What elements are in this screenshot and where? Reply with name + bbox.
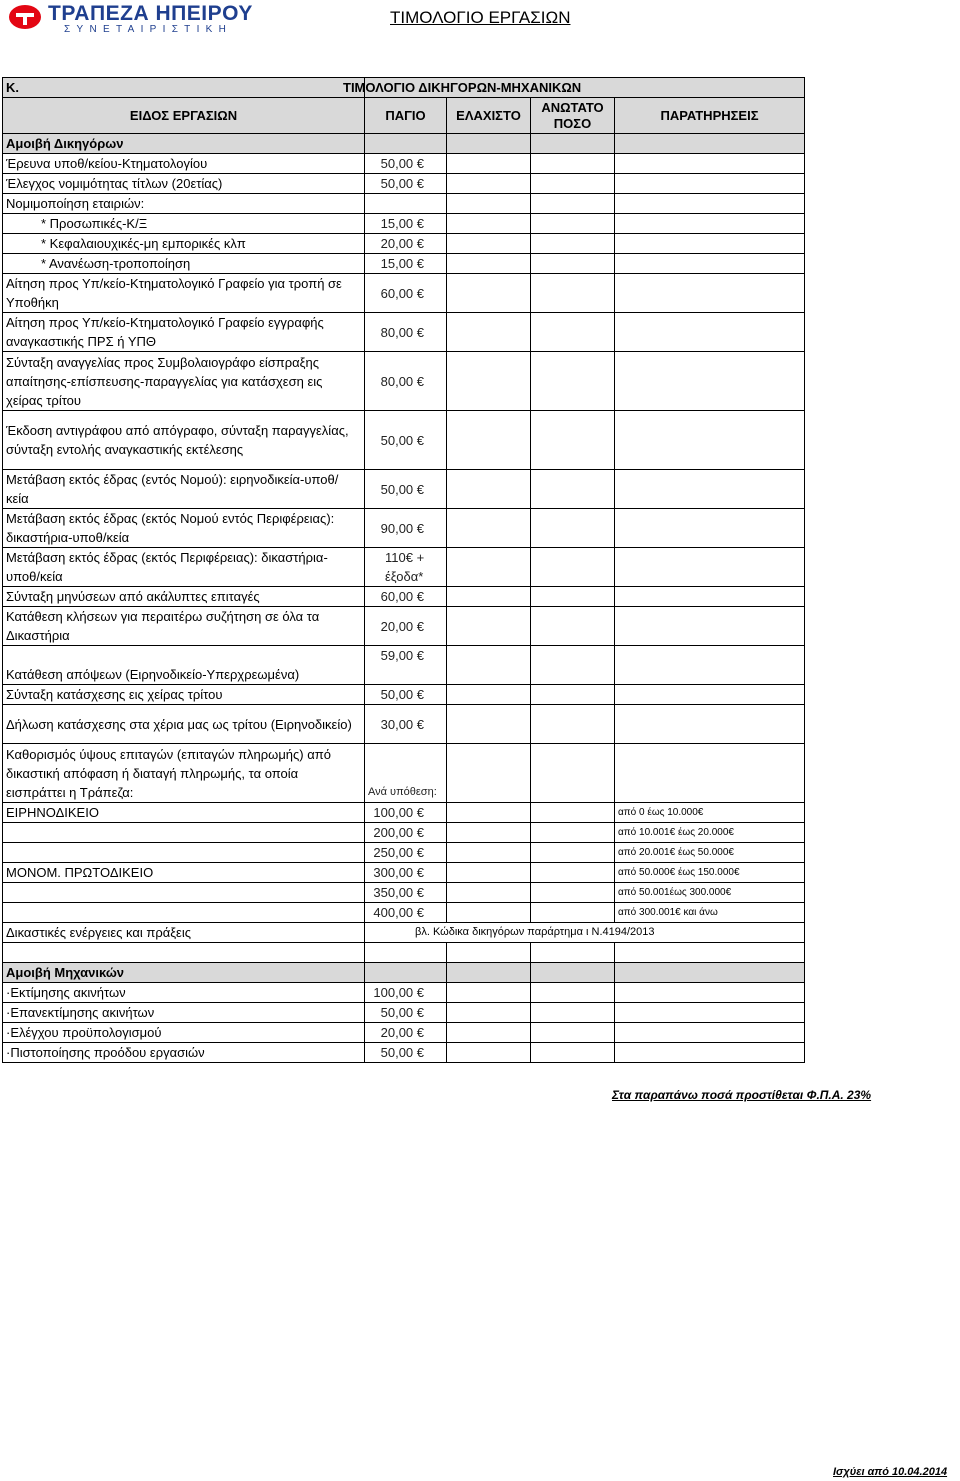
court-rows bbox=[3, 803, 805, 923]
table-row bbox=[3, 705, 805, 744]
empty-cell bbox=[531, 254, 615, 274]
empty-cell bbox=[531, 214, 615, 234]
empty-cell bbox=[531, 411, 615, 470]
engineer-label: ·Πιστοποίησης προόδου εργασιών bbox=[3, 1043, 365, 1063]
row-label: Σύνταξη κατάσχεσης εις χείρας τρίτου bbox=[3, 685, 365, 705]
row-fixed-fee: 59,00 € bbox=[365, 646, 447, 685]
empty-cell bbox=[447, 313, 531, 352]
court-row bbox=[3, 903, 805, 923]
row-label: Μετάβαση εκτός έδρας (εντός Νομού): ειρηνοδικεία-υποθ/κεία bbox=[3, 470, 365, 509]
empty-cell bbox=[615, 154, 805, 174]
empty-cell bbox=[615, 214, 805, 234]
empty-cell bbox=[615, 705, 805, 744]
empty-cell bbox=[615, 983, 805, 1003]
empty-cell bbox=[447, 863, 531, 883]
empty-cell bbox=[531, 274, 615, 313]
empty-cell bbox=[531, 174, 615, 194]
table-row bbox=[3, 548, 805, 587]
empty-cell bbox=[447, 843, 531, 863]
empty-cell bbox=[615, 254, 805, 274]
empty-cell bbox=[531, 194, 615, 214]
empty-cell bbox=[447, 823, 531, 843]
table-row bbox=[3, 274, 805, 313]
engineer-label: ·Ελέγχου προϋπολογισμού bbox=[3, 1023, 365, 1043]
engineers-title: Αμοιβή Μηχανικών bbox=[3, 963, 365, 983]
engineer-row bbox=[3, 1003, 805, 1023]
logo-icon bbox=[8, 4, 42, 30]
court-row bbox=[3, 863, 805, 883]
col-notes-header: ΠΑΡΑΤΗΡΗΣΕΙΣ bbox=[615, 98, 805, 134]
row-fixed-fee: 110€ + έξοδα* bbox=[365, 548, 447, 587]
empty-cell bbox=[531, 646, 615, 685]
empty-cell bbox=[615, 646, 805, 685]
table-row bbox=[3, 744, 805, 803]
empty-cell bbox=[615, 1003, 805, 1023]
empty-cell bbox=[615, 234, 805, 254]
court-label bbox=[3, 843, 365, 863]
engineer-fee: 50,00 € bbox=[365, 1003, 447, 1023]
row-fixed-fee: 15,00 € bbox=[365, 254, 447, 274]
empty-cell bbox=[447, 903, 531, 923]
row-label: Καθορισμός ύψους επιταγών (επιταγών πληρωμής) από δικαστική απόφαση ή διαταγή πληρωμής, τα οποία εισπράττει η Τράπεζα: bbox=[3, 744, 365, 803]
court-actions-note: βλ. Κώδικα δικηγόρων παράρτημα ι Ν.4194/2013 bbox=[365, 923, 805, 943]
court-fee: 300,00 € bbox=[365, 863, 447, 883]
row-label: Σύνταξη αναγγελίας προς Συμβολαιογράφο είσπραξης απαίτησης-επίσπευσης-παραγγελίας για κατάσχεση εις χείρας τρίτου bbox=[3, 352, 365, 411]
row-label: Έρευνα υποθ/κείου-Κτηματολογίου bbox=[3, 154, 365, 174]
empty-cell bbox=[531, 352, 615, 411]
empty-cell bbox=[447, 1043, 531, 1063]
row-fixed-fee: 60,00 € bbox=[365, 274, 447, 313]
empty-cell bbox=[447, 234, 531, 254]
lawyers-title: Αμοιβή Δικηγόρων bbox=[3, 134, 365, 154]
empty-cell bbox=[615, 194, 805, 214]
row-fixed-fee: 50,00 € bbox=[365, 470, 447, 509]
row-fixed-fee: Ανά υπόθεση: bbox=[365, 744, 447, 803]
empty-cell bbox=[531, 685, 615, 705]
empty-cell bbox=[615, 1043, 805, 1063]
empty-cell bbox=[615, 174, 805, 194]
table-row bbox=[3, 352, 805, 411]
empty-cell bbox=[615, 1023, 805, 1043]
empty-cell bbox=[531, 823, 615, 843]
engineer-label: ·Εκτίμησης ακινήτων bbox=[3, 983, 365, 1003]
row-label: Σύνταξη μηνύσεων από ακάλυπτες επιταγές bbox=[3, 587, 365, 607]
row-fixed-fee: 60,00 € bbox=[365, 587, 447, 607]
row-label: * Κεφαλαιουχικές-μη εμπορικές κλπ bbox=[3, 234, 365, 254]
court-range: από 50.000€ έως 150.000€ bbox=[615, 863, 805, 883]
section-header-row bbox=[3, 78, 805, 98]
empty-cell bbox=[531, 983, 615, 1003]
empty-cell bbox=[447, 744, 531, 803]
court-fee: 100,00 € bbox=[365, 803, 447, 823]
row-fixed-fee: 50,00 € bbox=[365, 411, 447, 470]
row-label: Νομιμοποίηση εταιριών: bbox=[3, 194, 365, 214]
empty-cell bbox=[447, 548, 531, 587]
empty-cell bbox=[447, 154, 531, 174]
table-row bbox=[3, 254, 805, 274]
empty-cell bbox=[447, 646, 531, 685]
fees-table bbox=[2, 77, 805, 1063]
row-fixed-fee: 20,00 € bbox=[365, 234, 447, 254]
empty-cell bbox=[447, 470, 531, 509]
empty-cell bbox=[447, 174, 531, 194]
lawyers-section-row bbox=[3, 134, 805, 154]
empty-cell bbox=[615, 313, 805, 352]
engineer-row bbox=[3, 1023, 805, 1043]
lawyer-rows bbox=[3, 154, 805, 803]
empty-cell bbox=[531, 803, 615, 823]
empty-cell bbox=[447, 194, 531, 214]
empty-cell bbox=[447, 214, 531, 234]
row-fixed-fee: 50,00 € bbox=[365, 174, 447, 194]
valid-from: Ισχύει από 10.04.2014 bbox=[833, 1466, 948, 1478]
empty-cell bbox=[447, 274, 531, 313]
empty-cell bbox=[531, 587, 615, 607]
empty-cell bbox=[447, 352, 531, 411]
empty-cell bbox=[531, 1003, 615, 1023]
court-row bbox=[3, 843, 805, 863]
row-label: Μετάβαση εκτός έδρας (εκτός Νομού εντός Περιφέρειας): δικαστήρια-υποθ/κεία bbox=[3, 509, 365, 548]
empty-cell bbox=[615, 744, 805, 803]
empty-cell bbox=[531, 744, 615, 803]
row-fixed-fee: 30,00 € bbox=[365, 705, 447, 744]
row-label: Έλεγχος νομιμότητας τίτλων (20ετίας) bbox=[3, 174, 365, 194]
court-label bbox=[3, 823, 365, 843]
row-label: Αίτηση προς Υπ/κείο-Κτηματολογικό Γραφείο για τροπή σε Υποθήκη bbox=[3, 274, 365, 313]
table-row bbox=[3, 470, 805, 509]
row-fixed-fee: 90,00 € bbox=[365, 509, 447, 548]
table-row bbox=[3, 234, 805, 254]
court-fee: 400,00 € bbox=[365, 903, 447, 923]
engineer-fee: 100,00 € bbox=[365, 983, 447, 1003]
bank-logo bbox=[8, 2, 258, 36]
empty-cell bbox=[615, 509, 805, 548]
empty-cell bbox=[615, 587, 805, 607]
row-label: * Προσωπικές-Κ/Ξ bbox=[3, 214, 365, 234]
table-row bbox=[3, 509, 805, 548]
empty-cell bbox=[447, 1003, 531, 1023]
court-label bbox=[3, 883, 365, 903]
court-fee: 350,00 € bbox=[365, 883, 447, 903]
empty-cell bbox=[615, 470, 805, 509]
table-row bbox=[3, 587, 805, 607]
table-row bbox=[3, 174, 805, 194]
empty-cell bbox=[531, 234, 615, 254]
empty-cell bbox=[531, 470, 615, 509]
empty-cell bbox=[447, 607, 531, 646]
empty-cell bbox=[531, 548, 615, 587]
court-range: από 50.001έως 300.000€ bbox=[615, 883, 805, 903]
court-label: ΕΙΡΗΝΟΔΙΚΕΙΟ bbox=[3, 803, 365, 823]
section-title: ΤΙΜΟΛΟΓΙΟ ΔΙΚΗΓΟΡΩΝ-ΜΗΧΑΝΙΚΩΝ bbox=[343, 80, 582, 95]
table-row bbox=[3, 194, 805, 214]
court-range: από 20.001€ έως 50.000€ bbox=[615, 843, 805, 863]
row-fixed-fee: 15,00 € bbox=[365, 214, 447, 234]
court-fee: 200,00 € bbox=[365, 823, 447, 843]
table-row bbox=[3, 313, 805, 352]
table-row bbox=[3, 154, 805, 174]
court-range: από 10.001€ έως 20.000€ bbox=[615, 823, 805, 843]
column-header-row bbox=[3, 98, 805, 134]
engineer-label: ·Επανεκτίμησης ακινήτων bbox=[3, 1003, 365, 1023]
empty-cell bbox=[615, 274, 805, 313]
spacer-row bbox=[3, 943, 805, 963]
logo-subtext: ΣΥΝΕΤΑΙΡΙΣΤΙΚΗ bbox=[64, 24, 233, 35]
logo-text: ΤΡΑΠΕΖΑ ΗΠΕΙΡΟΥ bbox=[48, 2, 253, 25]
engineer-row bbox=[3, 1043, 805, 1063]
court-range: από 0 έως 10.000€ bbox=[615, 803, 805, 823]
engineer-row bbox=[3, 983, 805, 1003]
section-letter: K. bbox=[3, 78, 365, 98]
empty-cell bbox=[447, 983, 531, 1003]
empty-cell bbox=[531, 1023, 615, 1043]
row-label: Αίτηση προς Υπ/κείο-Κτηματολογικό Γραφείο εγγραφής αναγκαστικής ΠΡΣ ή ΥΠΘ bbox=[3, 313, 365, 352]
court-actions-label: Δικαστικές ενέργειες και πράξεις bbox=[3, 923, 365, 943]
empty-cell bbox=[531, 863, 615, 883]
court-label bbox=[3, 903, 365, 923]
table-row bbox=[3, 646, 805, 685]
empty-cell bbox=[531, 607, 615, 646]
row-label: * Ανανέωση-τροποποίηση bbox=[3, 254, 365, 274]
row-fixed-fee bbox=[365, 194, 447, 214]
empty-cell bbox=[447, 685, 531, 705]
court-actions-row bbox=[3, 923, 805, 943]
empty-cell bbox=[447, 509, 531, 548]
row-label: Μετάβαση εκτός έδρας (εκτός Περιφέρειας): δικαστήρια-υποθ/κεία bbox=[3, 548, 365, 587]
empty-cell bbox=[447, 411, 531, 470]
table-row bbox=[3, 411, 805, 470]
court-fee: 250,00 € bbox=[365, 843, 447, 863]
row-label: Κατάθεση απόψεων (Ειρηνοδικείο-Υπερχρεωμένα) bbox=[3, 646, 365, 685]
empty-cell bbox=[615, 685, 805, 705]
row-label: Έκδοση αντιγράφου από απόγραφο, σύνταξη παραγγελίας, σύνταξη εντολής αναγκαστικής εκτέλεσης bbox=[3, 411, 365, 470]
col-fixed-header: ΠΑΓΙΟ bbox=[365, 98, 447, 134]
empty-cell bbox=[531, 509, 615, 548]
table-row bbox=[3, 685, 805, 705]
engineer-fee: 20,00 € bbox=[365, 1023, 447, 1043]
empty-cell bbox=[531, 843, 615, 863]
engineer-rows bbox=[3, 983, 805, 1063]
col-max-header: ΑΝΩΤΑΤΟ ΠΟΣΟ bbox=[531, 98, 615, 134]
table-row bbox=[3, 214, 805, 234]
empty-cell bbox=[447, 803, 531, 823]
row-fixed-fee: 80,00 € bbox=[365, 352, 447, 411]
empty-cell bbox=[615, 548, 805, 587]
col-min-header: ΕΛΑΧΙΣΤΟ bbox=[447, 98, 531, 134]
empty-cell bbox=[447, 587, 531, 607]
court-range: από 300.001€ και άνω bbox=[615, 903, 805, 923]
engineer-fee: 50,00 € bbox=[365, 1043, 447, 1063]
court-label: ΜΟΝΟΜ. ΠΡΩΤΟΔΙΚΕΙΟ bbox=[3, 863, 365, 883]
row-label: Δήλωση κατάσχεσης στα χέρια μας ως τρίτου (Ειρηνοδικείο) bbox=[3, 705, 365, 744]
row-fixed-fee: 50,00 € bbox=[365, 685, 447, 705]
empty-cell bbox=[615, 352, 805, 411]
engineers-section-row bbox=[3, 963, 805, 983]
court-row bbox=[3, 803, 805, 823]
table-row bbox=[3, 607, 805, 646]
empty-cell bbox=[531, 883, 615, 903]
empty-cell bbox=[531, 903, 615, 923]
empty-cell bbox=[447, 254, 531, 274]
empty-cell bbox=[531, 313, 615, 352]
row-fixed-fee: 20,00 € bbox=[365, 607, 447, 646]
empty-cell bbox=[531, 154, 615, 174]
row-fixed-fee: 50,00 € bbox=[365, 154, 447, 174]
empty-cell bbox=[615, 411, 805, 470]
col-type-header: ΕΙΔΟΣ ΕΡΓΑΣΙΩΝ bbox=[3, 98, 365, 134]
vat-note: Στα παραπάνω ποσά προστίθεται Φ.Π.Α. 23% bbox=[612, 1088, 872, 1102]
empty-cell bbox=[531, 705, 615, 744]
court-row bbox=[3, 823, 805, 843]
empty-cell bbox=[447, 883, 531, 903]
row-fixed-fee: 80,00 € bbox=[365, 313, 447, 352]
empty-cell bbox=[531, 1043, 615, 1063]
empty-cell bbox=[447, 705, 531, 744]
empty-cell bbox=[447, 1023, 531, 1043]
court-row bbox=[3, 883, 805, 903]
row-label: Κατάθεση κλήσεων για περαιτέρω συζήτηση σε όλα τα Δικαστήρια bbox=[3, 607, 365, 646]
page-title: ΤΙΜΟΛΟΓΙΟ ΕΡΓΑΣΙΩΝ bbox=[390, 8, 571, 27]
empty-cell bbox=[615, 607, 805, 646]
